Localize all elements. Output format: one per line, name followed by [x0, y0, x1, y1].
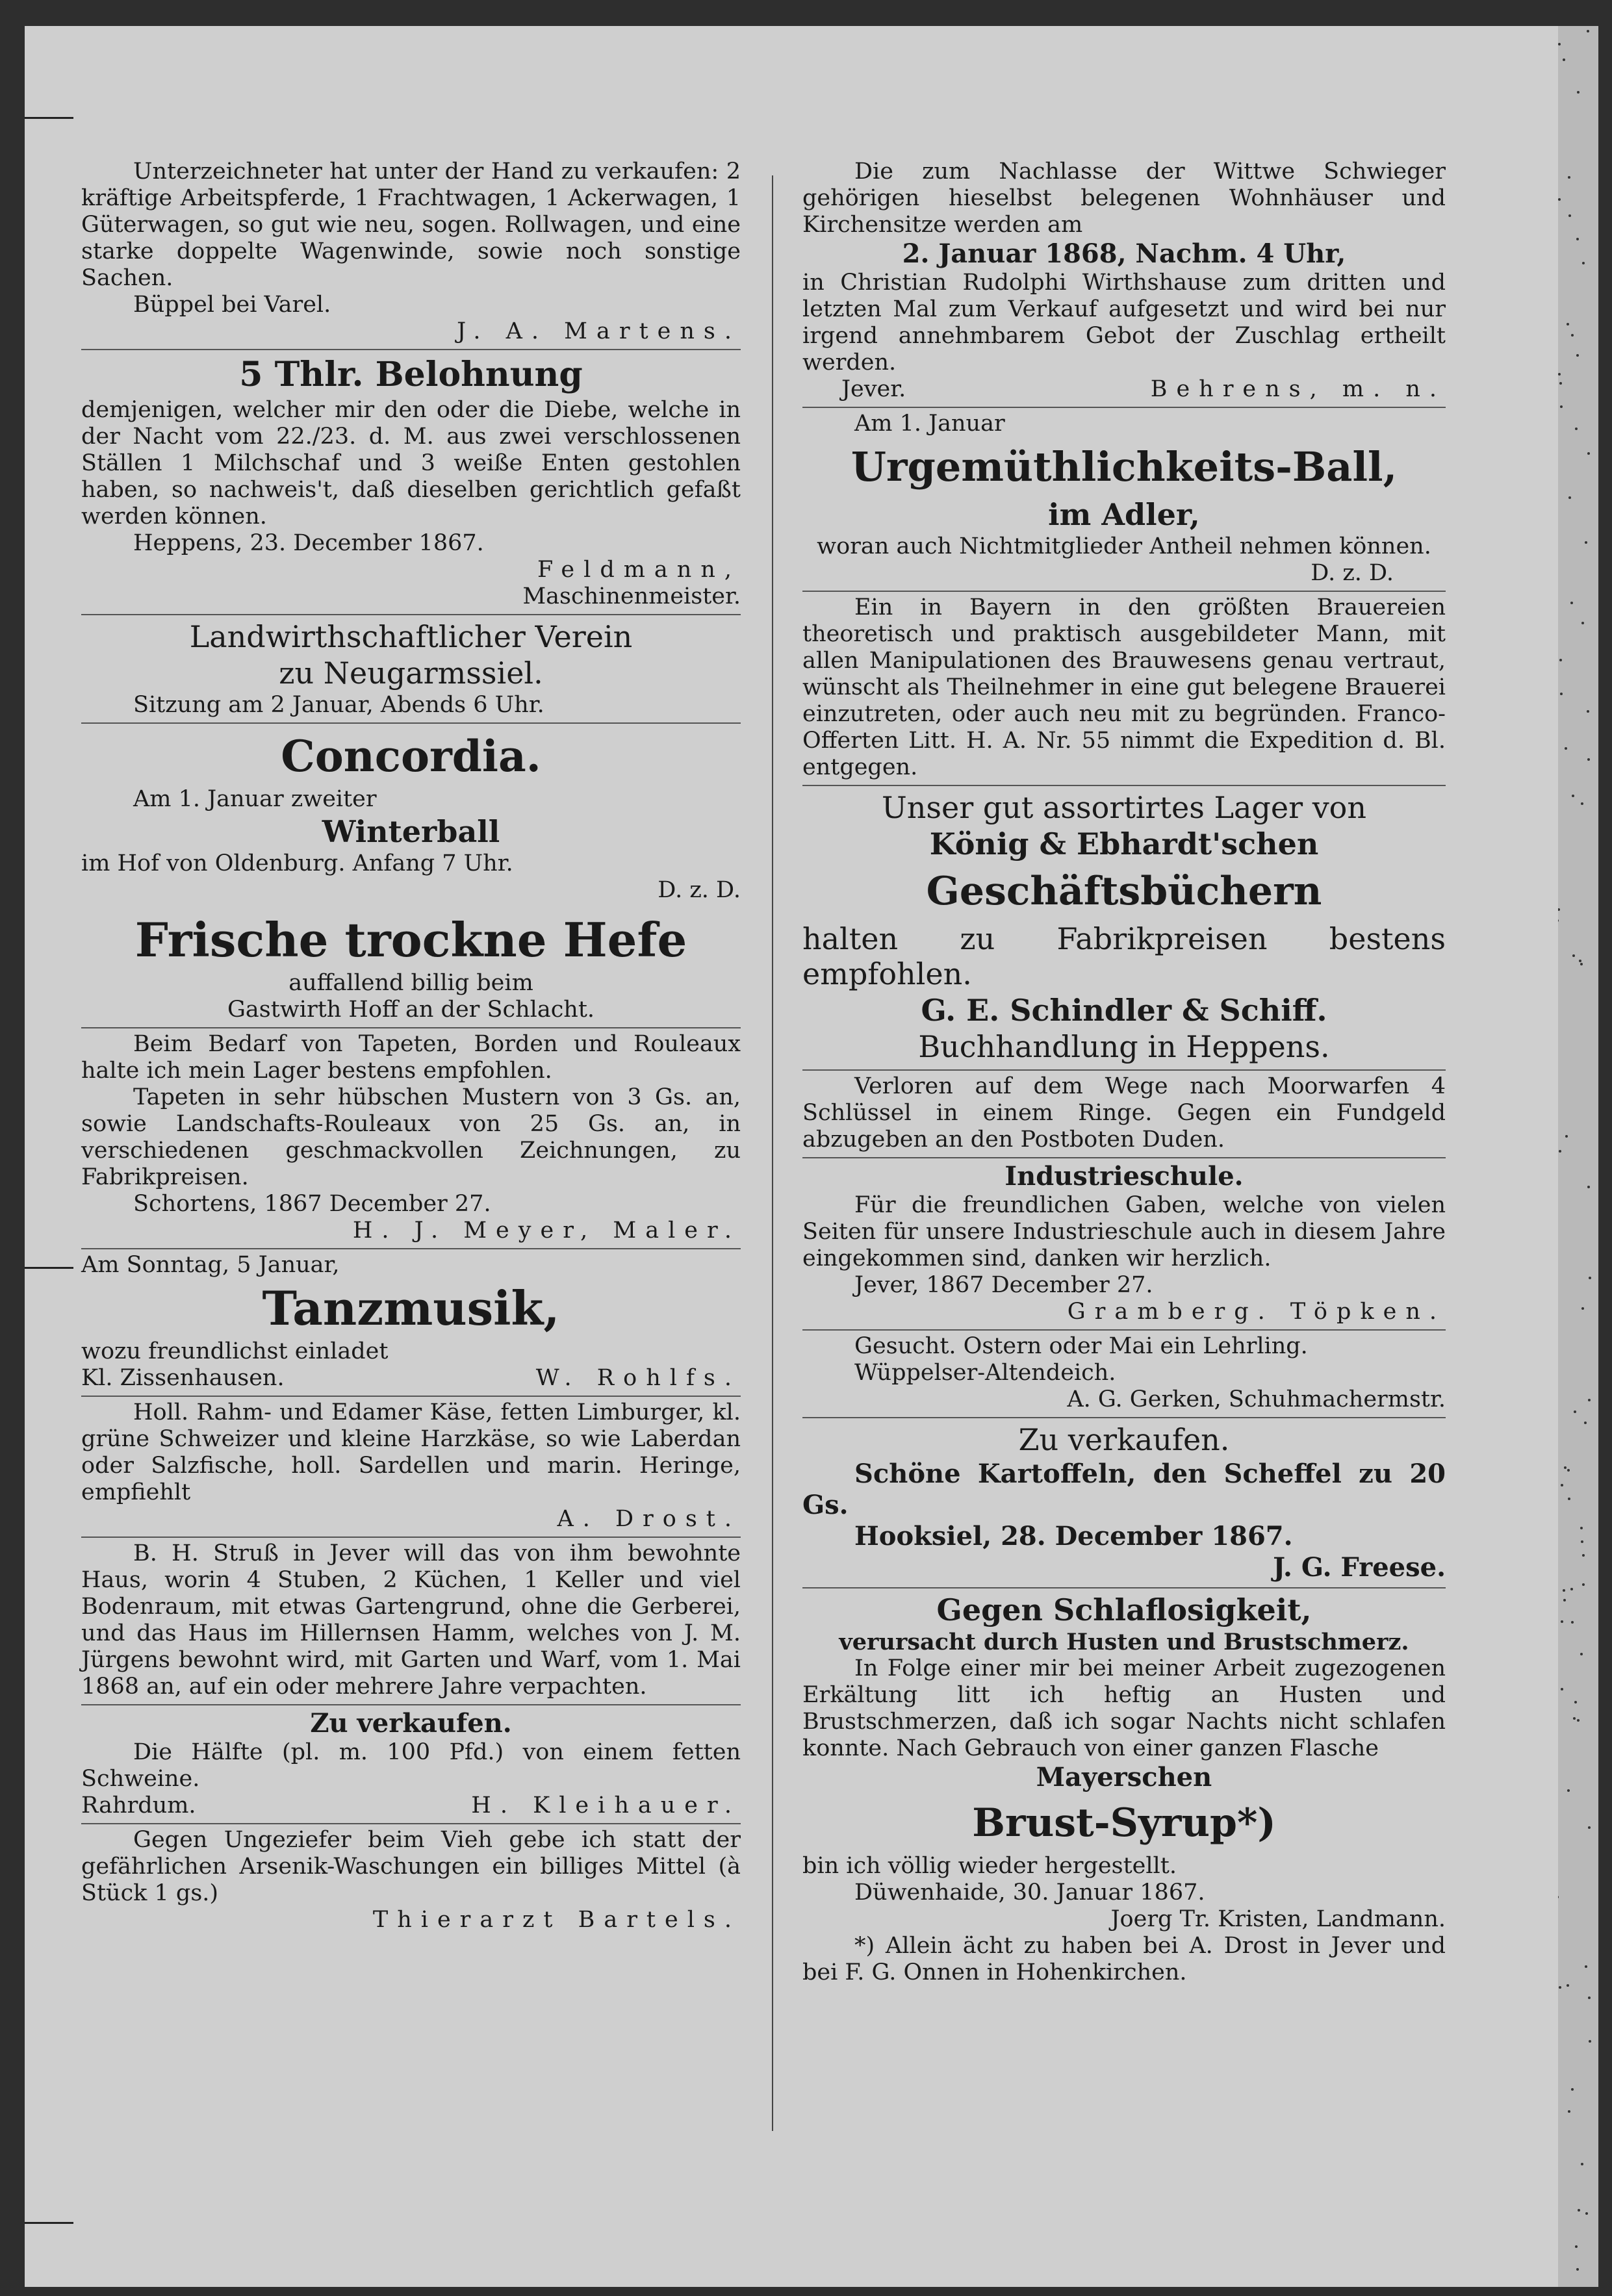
ad-hefe — [81, 908, 741, 1028]
ad-signature: W. Rohlfs. — [535, 1365, 741, 1391]
ad-signature: D. z. D. — [658, 877, 741, 903]
paper-speck — [1581, 622, 1584, 624]
ad-text: Verloren auf dem Wege nach Moorwarfen 4 Schlüssel in einem Ringe. Gegen ein Fundgeld abzugeben an den Postboten Duden. — [802, 1073, 1446, 1153]
ad-date: Schortens, 1867 December 27. — [133, 1191, 491, 1217]
ad-date: Heppens, 23. December 1867. — [133, 530, 484, 556]
ad-product-name: Brust-Syrup*) — [972, 1800, 1276, 1846]
paper-speck — [1573, 1717, 1576, 1720]
left-column — [81, 156, 741, 1937]
paper-speck — [1585, 2212, 1588, 2215]
ad-text: Beim Bedarf von Tapeten, Borden und Rouleaux halte ich mein Lager bestens empfohlen. — [81, 1031, 741, 1084]
ad-signature: J. G. Freese. — [1273, 1552, 1446, 1583]
paper-speck — [1588, 1826, 1591, 1829]
ad-date: Hooksiel, 28. December 1867. — [854, 1521, 1293, 1551]
ad-verloren — [802, 1071, 1446, 1158]
paper-speck — [1572, 795, 1574, 797]
ad-text: Tapeten in sehr hübschen Mustern von 3 Gs. an, sowie Landschafts-Rouleaux von 25 Gs. an, in verschiedenen geschmackvollen Zeichnungen, zu Fabrikpreisen. — [81, 1084, 741, 1190]
ad-title: Industrieschule. — [1004, 1161, 1244, 1192]
paper-speck — [1587, 452, 1590, 455]
paper-speck — [1580, 1653, 1583, 1655]
ad-text: Gesucht. Ostern oder Mai ein Lehrling. — [854, 1333, 1308, 1359]
paper-speck — [1579, 960, 1581, 962]
ad-schindler — [802, 786, 1446, 1071]
ad-title: Urgemüthlichkeits-Ball, — [851, 443, 1398, 491]
ad-text: Schöne Kartoffeln, den Scheffel zu 20 Gs. — [802, 1459, 1446, 1520]
paper-speck — [1559, 659, 1562, 661]
paper-speck — [1563, 58, 1565, 61]
ad-title: 5 Thlr. Belohnung — [239, 355, 583, 394]
ad-title: Frische trockne Hefe — [134, 912, 687, 967]
ad-concordia — [81, 724, 741, 908]
ad-behrens — [802, 156, 1446, 408]
paper-speck — [1559, 1986, 1561, 1989]
ad-place: Büppel bei Varel. — [133, 292, 331, 318]
ad-signature-title: Buchhandlung in Heppens. — [918, 1029, 1330, 1064]
ad-bartels — [81, 1824, 741, 1937]
paper-speck — [1563, 1589, 1565, 1592]
paper-speck — [1587, 710, 1589, 713]
ad-title: Tanzmusik, — [262, 1281, 560, 1336]
ad-text: Die zum Nachlasse der Wittwe Schwieger gehörigen hieselbst belegenen Wohnhäuser und Kirchensitze werden am — [802, 159, 1446, 238]
ad-text: Am Sonntag, 5 Januar, — [81, 1252, 340, 1278]
paper-speck — [1558, 43, 1561, 45]
paper-speck — [1567, 1469, 1570, 1472]
ad-text: Die Hälfte (pl. m. 100 Pfd.) von einem fetten Schweine. — [81, 1739, 741, 1792]
ad-verein — [81, 615, 741, 724]
paper-speck — [1581, 1307, 1584, 1310]
paper-speck — [1560, 693, 1563, 695]
paper-speck — [1576, 2268, 1579, 2271]
ad-text: in Christian Rudolphi Wirthshause zum dritten und letzten Mal zum Verkauf aufgesetzt und wird bei nur irgend annehmbarem Gebot der Zuschlag ertheilt werden. — [802, 270, 1446, 376]
ad-signature: H. J. Meyer, Maler. — [352, 1218, 741, 1244]
paper-speck — [1572, 954, 1575, 957]
paper-speck — [1563, 1599, 1566, 1601]
paper-speck — [1570, 1588, 1573, 1590]
ad-signature: Thierarzt Bartels. — [372, 1907, 741, 1933]
paper-speck — [1568, 1498, 1570, 1500]
paper-speck — [1571, 1621, 1574, 1624]
paper-speck — [1587, 30, 1589, 32]
ad-footer — [802, 376, 1446, 403]
paper-speck — [1577, 91, 1580, 94]
ad-text: Unterzeichneter hat unter der Hand zu verkaufen: 2 kräftige Arbeitspferde, 1 Frachtwagen, 1 Ackerwagen, 1 Güterwagen, so gut wie neu, sogen. Rollwagen, und eine starke doppelte Wagenwinde, sowie noch sonstige Sachen. — [81, 159, 741, 291]
ad-subtitle: verursacht durch Husten und Brustschmerz. — [839, 1629, 1409, 1655]
ad-text: im Hof von Oldenburg. Anfang 7 Uhr. — [81, 850, 513, 876]
ad-title: Unser gut assortirtes Lager von — [881, 790, 1367, 825]
paper-speck — [1576, 238, 1579, 240]
paper-speck — [1578, 2209, 1580, 2212]
ad-signature: Behrens, m. n. — [1150, 376, 1446, 402]
ad-signature: J. A. Martens. — [457, 318, 741, 344]
paper-speck — [1560, 405, 1563, 408]
paper-speck — [1582, 1583, 1585, 1586]
paper-speck — [1580, 963, 1583, 965]
ad-text: halten zu Fabrikpreisen bestens empfohlen. — [802, 921, 1446, 991]
ad-struss — [81, 1538, 741, 1705]
paper-speck — [1564, 1466, 1567, 1469]
ad-footnote: *) Allein ächt zu haben bei A. Drost in Jever und bei F. G. Onnen in Hohenkirchen. — [802, 1933, 1446, 1985]
paper-speck — [1582, 1554, 1585, 1557]
ad-text: Für die freundlichen Gaben, welche von vielen Seiten für unsere Industrieschule auch in diesem Jahre eingekommen sind, danken wir herzlich. — [802, 1192, 1446, 1271]
paper-speck — [1584, 1422, 1587, 1424]
paper-speck — [1585, 1965, 1587, 1968]
ad-date: Düwenhaide, 30. Januar 1867. — [854, 1880, 1205, 1906]
paper-speck — [1561, 1484, 1563, 1486]
ad-title: Landwirthschaftlicher Verein — [189, 619, 633, 654]
paper-speck — [1568, 496, 1571, 499]
ad-product-line1: Mayerschen — [1036, 1762, 1212, 1792]
ad-subtitle: Winterball — [322, 814, 500, 849]
ad-title: Concordia. — [281, 731, 541, 782]
ad-text: wozu freundlichst einladet — [81, 1338, 389, 1364]
ad-signature: A. Drost. — [557, 1506, 741, 1532]
paper-speck — [1575, 2245, 1578, 2248]
ad-footer — [81, 1365, 741, 1392]
paper-speck — [1561, 1620, 1563, 1623]
ad-text: Gastwirth Hoff an der Schlacht. — [227, 997, 595, 1023]
paper-speck — [1582, 262, 1585, 264]
paper-speck — [1574, 1410, 1576, 1413]
paper-speck — [1571, 334, 1574, 337]
ad-text: Am 1. Januar — [854, 411, 1005, 437]
ad-text: In Folge einer mir bei meiner Arbeit zugezogenen Erkältung litt ich heftig an Husten und Brustschmerzen, daß ich sogar Nachts nicht schlafen konnte. Nach Gebrauch von einer ganzen Flasche — [802, 1655, 1446, 1761]
paper-speck — [1567, 323, 1569, 325]
paper-speck — [1568, 214, 1571, 217]
ad-drost — [81, 1397, 741, 1538]
ad-text: demjenigen, welcher mir den oder die Diebe, welche in der Nacht vom 22./23. d. M. aus zwei verschlossenen Ställen 1 Milchschaf und 3 weiße Enten gestohlen haben, so nachweis't, daß dieselben gerichtlich gefaßt werden können. — [81, 397, 741, 529]
ad-subtitle: im Adler, — [1048, 497, 1200, 532]
ad-date: 2. Januar 1868, Nachm. 4 Uhr, — [902, 238, 1346, 269]
ad-date: Jever, 1867 December 27. — [854, 1272, 1153, 1298]
paper-speck — [1559, 1150, 1561, 1153]
ad-freese — [802, 1418, 1446, 1587]
ad-signature: G. E. Schindler & Schiff. — [921, 993, 1327, 1028]
ad-text: auffallend billig beim — [288, 970, 533, 996]
ad-place: Rahrdum. — [81, 1792, 196, 1818]
ad-title: Zu verkaufen. — [1018, 1422, 1230, 1457]
right-column — [802, 156, 1446, 1990]
ad-brauer — [802, 592, 1446, 786]
paper-speck — [1567, 1984, 1569, 1987]
paper-speck — [1581, 1540, 1583, 1543]
ad-signature: H. Kleihauer. — [471, 1792, 741, 1818]
ad-signature: D. z. D. — [1311, 560, 1394, 586]
ad-signature: Joerg Tr. Kristen, Landmann. — [1110, 1906, 1446, 1932]
ad-kleihauer — [81, 1705, 741, 1824]
paper-speck — [1581, 802, 1583, 805]
paper-speck — [1568, 176, 1570, 179]
paper-speck — [1577, 1719, 1580, 1722]
ad-meyer — [81, 1028, 741, 1249]
ad-text: B. H. Struß in Jever will das von ihm bewohnte Haus, worin 4 Stuben, 2 Küchen, 1 Keller und viel Bodenraum, mit etwas Gartengrund, ohne die Gerberei, und das Haus im Hillernsen Hamm, welches von J. M. Jürgens bewohnt wird, mit Garten und Warf, vom 1. Mai 1868 an, auf ein oder mehrere Jahre verpachten. — [81, 1540, 741, 1700]
ad-industrie — [802, 1158, 1446, 1331]
margin-mark — [25, 1267, 73, 1269]
paper-speck — [1588, 1399, 1591, 1401]
ad-text: Gegen Ungeziefer beim Vieh gebe ich statt der gefährlichen Arsenik-Waschungen ein billiges Mittel (à Stück 1 gs.) — [81, 1827, 741, 1906]
ad-title-line2: König & Ebhardt'schen — [929, 826, 1319, 861]
ad-signature: A. G. Gerken, Schuhmachermstr. — [1067, 1386, 1446, 1412]
paper-speck — [1558, 198, 1561, 201]
ad-place: Jever. — [841, 376, 906, 402]
ad-gesucht — [802, 1331, 1446, 1418]
ad-text: Holl. Rahm- und Edamer Käse, fetten Limburger, kl. grüne Schweizer und kleine Harzkäse, so wie Laberdan oder Salzfische, holl. Sardellen und marin. Heringe, empfiehlt — [81, 1399, 741, 1505]
ad-syrup — [802, 1587, 1446, 1990]
ad-place: Kl. Zissenhausen. — [81, 1365, 285, 1391]
ad-footer — [81, 1792, 741, 1819]
paper-speck — [1574, 1701, 1577, 1703]
ad-title-line2: zu Neugarmssiel. — [279, 656, 543, 691]
paper-speck — [1558, 373, 1561, 376]
paper-speck — [1581, 2163, 1583, 2165]
paper-speck — [1587, 1186, 1590, 1188]
paper-speck — [1565, 1135, 1568, 1138]
paper-speck — [1561, 1688, 1563, 1690]
ad-text: Sitzung am 2 Januar, Abends 6 Uhr. — [133, 692, 544, 718]
paper-speck — [1575, 427, 1578, 430]
paper-speck — [1567, 1789, 1570, 1792]
ad-belohnung — [81, 350, 741, 615]
ad-martens — [81, 156, 741, 350]
paper-speck — [1568, 2110, 1570, 2113]
margin-mark — [25, 117, 73, 119]
ad-signature: Gramberg. Töpken. — [1067, 1299, 1446, 1325]
ad-tanz — [81, 1249, 741, 1397]
column-divider — [772, 175, 773, 2131]
paper-speck — [1589, 2040, 1591, 2043]
paper-speck — [1585, 541, 1587, 544]
ad-title: Gegen Schlaflosigkeit, — [936, 1592, 1312, 1627]
paper-speck — [1576, 354, 1579, 357]
ad-text: Am 1. Januar zweiter — [133, 786, 377, 812]
paper-speck — [1589, 1277, 1591, 1279]
ad-signature: Feldmann, — [537, 557, 741, 583]
paper-speck — [1588, 1996, 1591, 1999]
ad-place: Wüppelser-Altendeich. — [854, 1360, 1116, 1386]
ad-signature-title: Maschinenmeister. — [522, 583, 741, 609]
paper-speck — [1559, 382, 1562, 385]
margin-mark — [25, 2222, 73, 2224]
paper-speck — [1565, 747, 1567, 750]
paper-speck — [1580, 1527, 1583, 1529]
ad-text: Ein in Bayern in den größten Brauereien theoretisch und praktisch ausgebildeter Mann, mit allen Manipulationen des Brauwesens genau vertraut, wünscht als Theilnehmer in eine gut belegene Brauerei einzutreten, oder auch neu mit zu begründen. Franco-Offerten Litt. H. A. Nr. 55 nimmt die Expedition d. Bl. entgegen. — [802, 594, 1446, 780]
paper-speck — [1587, 758, 1590, 761]
paper-speck — [1571, 2088, 1574, 2091]
ad-text: woran auch Nichtmitglieder Antheil nehmen können. — [817, 533, 1431, 559]
ad-ball — [802, 408, 1446, 592]
ad-text: bin ich völlig wieder hergestellt. — [802, 1853, 1177, 1879]
ad-title: Zu verkaufen. — [310, 1708, 512, 1739]
paper-speck — [1570, 602, 1573, 604]
ad-title-main: Geschäftsbüchern — [926, 869, 1322, 914]
